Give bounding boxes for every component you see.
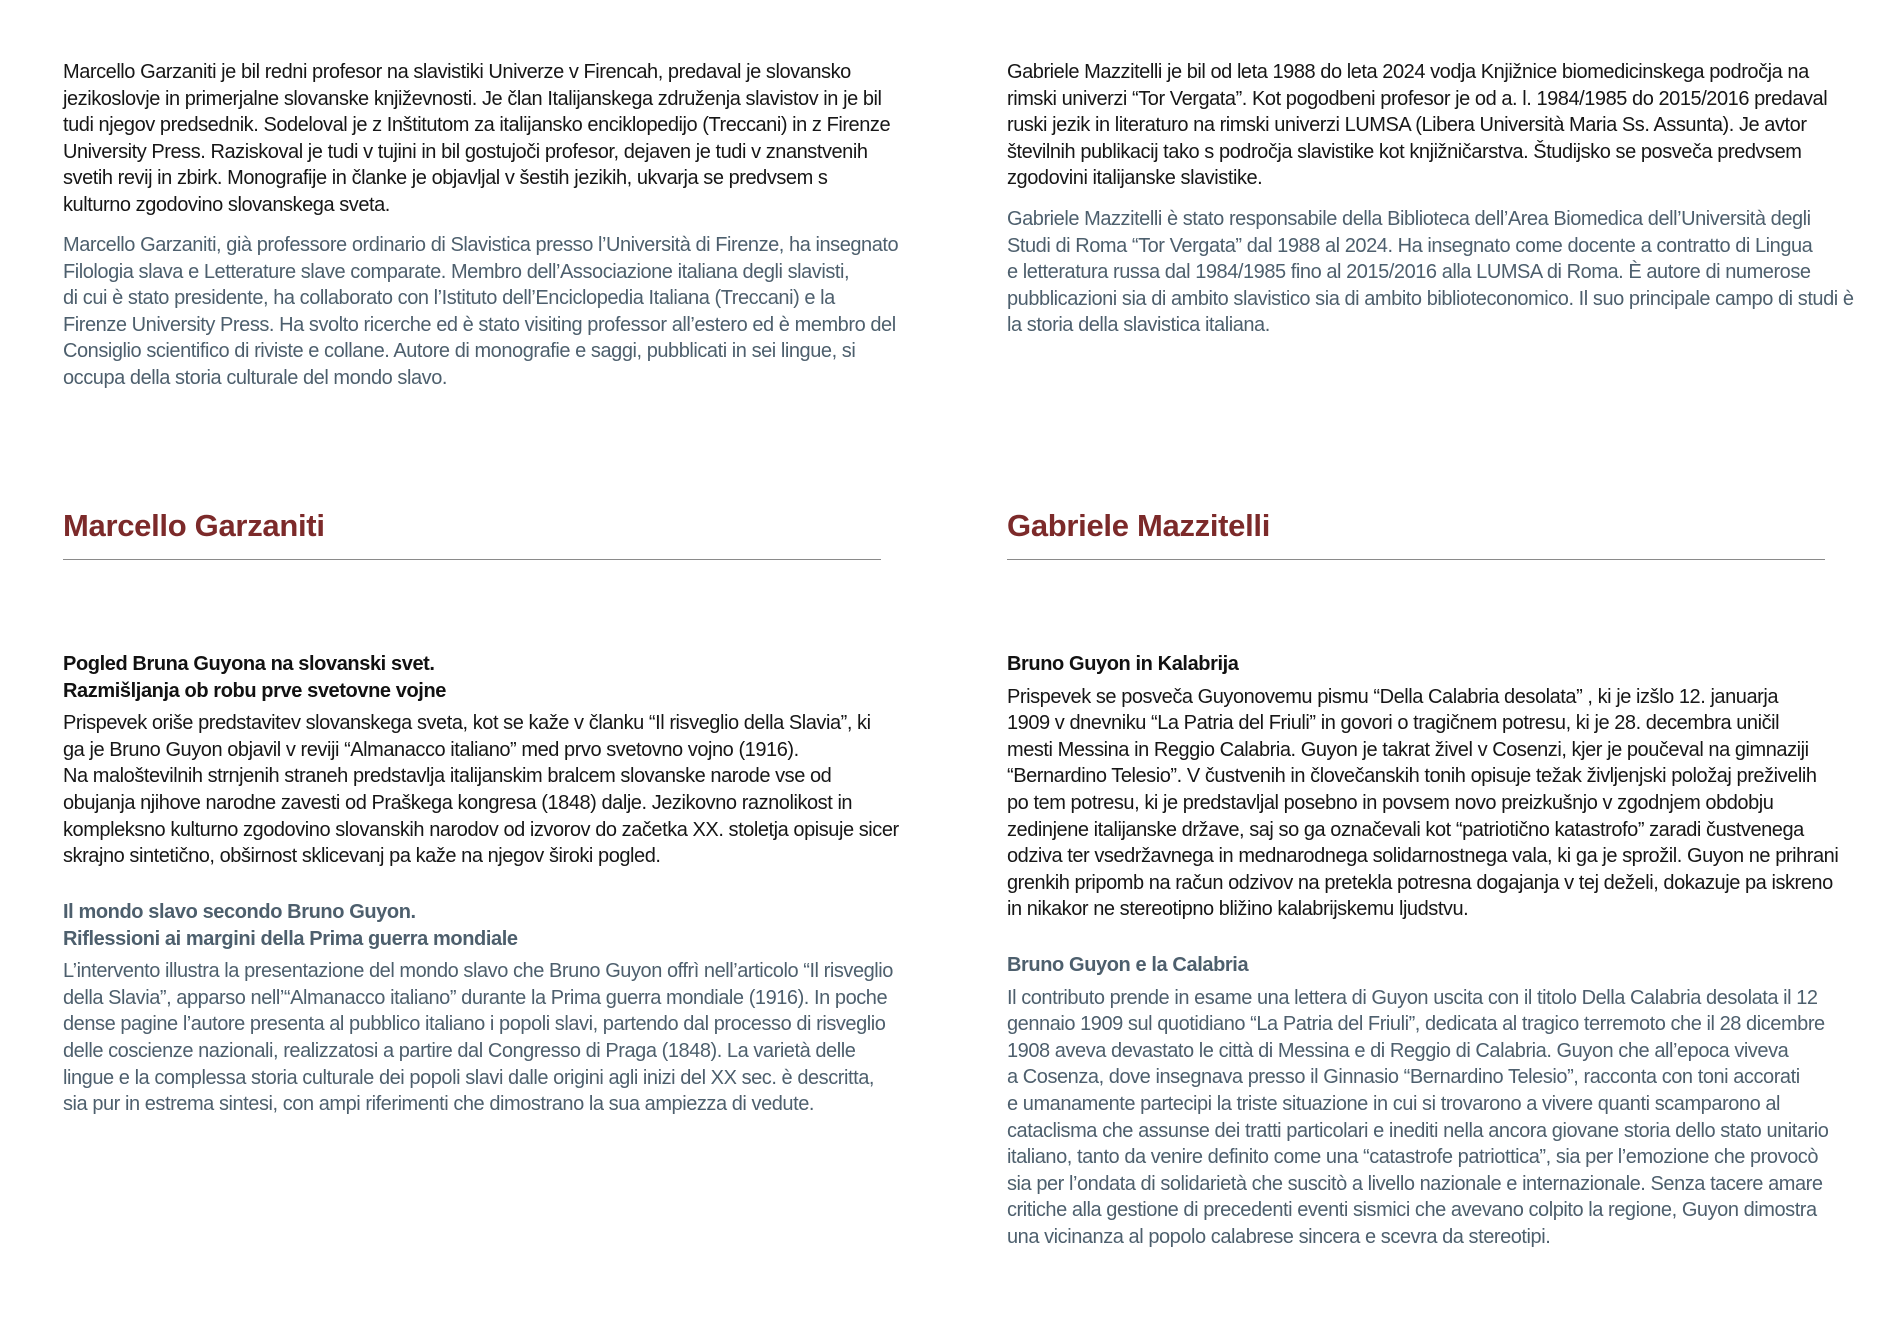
text-line: rimski univerzi “Tor Vergata”. Kot pogodbeni profesor je od a. l. 1984/1985 do 2015/2016 predaval: [1007, 87, 1828, 110]
text-line: gennaio 1909 sul quotidiano “La Patria del Friuli”, dedicata al tragico terremoto che il 28 dicembre: [1007, 1013, 1825, 1036]
abstract-title-line: Bruno Guyon e la Calabria: [1007, 954, 1249, 976]
left-abstract-slovenian: [63, 651, 899, 870]
right-abstract-italian: [1007, 952, 1828, 1251]
text-line: Marcello Garzaniti, già professore ordinario di Slavistica presso l’Università di Firenze, ha insegnato: [63, 234, 899, 256]
text-line: cataclisma che assunse dei tratti particolari e inediti nella ancora giovane storia dello stato unitario: [1007, 1119, 1829, 1142]
text-line: in nikakor ne stereotipno bližino kalabrijskemu ljudstvu.: [1007, 898, 1469, 921]
author-name: Marcello Garzaniti: [63, 508, 325, 543]
author-name: Gabriele Mazzitelli: [1007, 508, 1271, 543]
abstract-title: [63, 651, 899, 704]
text-line: jezikoslovje in primerjalne slovanske književnosti. Je član Italijanskega združenja slavistov in je bil: [63, 87, 882, 110]
abstract-title-line: Razmišljanja ob robu prve svetovne vojne: [63, 679, 447, 702]
abstract-body: [1007, 985, 1828, 1251]
text-line: Studi di Roma “Tor Vergata” dal 1988 al 2024. Ha insegnato come docente a contratto di Lingua: [1007, 234, 1813, 257]
text-line: a Cosenza, dove insegnava presso il Ginnasio “Bernardino Telesio”, racconta con toni accorati: [1007, 1066, 1800, 1089]
text-line: e letteratura russa dal 1984/1985 fino al 2015/2016 alla LUMSA di Roma. È autore di numerose: [1007, 261, 1811, 284]
text-line: grenkih pripomb na račun odzivov na pretekla potresna dogajanja v tej deželi, dokazuje pa iskreno: [1007, 871, 1833, 894]
heading-divider: [1007, 559, 1825, 560]
right-abstract-slovenian: [1007, 651, 1838, 923]
text-line: Il contributo prende in esame una lettera di Guyon uscita con il titolo Della Calabria desolata il 12: [1007, 986, 1818, 1009]
abstract-title-line: Pogled Bruna Guyona na slovanski svet.: [63, 653, 435, 675]
text-line: ruski jezik in literaturo na rimski univerzi LUMSA (Libera Università Maria Ss. Assunta). Je avtor: [1007, 114, 1807, 137]
text-line: italiano, tanto da venire definito come una “catastrofe patriottica”, sia per l’emozione che provocò: [1007, 1146, 1819, 1169]
text-line: mesti Messina in Reggio Calabria. Guyon je takrat živel v Cosenzi, kjer je poučeval na gimnaziji: [1007, 738, 1809, 761]
heading-divider: [63, 559, 881, 560]
left-abstract-italian: [63, 899, 893, 1118]
text-line: ga je Bruno Guyon objavil v reviji “Almanacco italiano” med prvo svetovno vojno (1916).: [63, 738, 799, 761]
left-bio-italian: [63, 232, 898, 392]
text-line: dense pagine l’autore presenta al pubblico italiano i popoli slavi, partendo dal processo di risveglio: [63, 1013, 886, 1036]
text-line: la storia della slavistica italiana.: [1007, 314, 1270, 337]
text-line: skrajno sintetično, obširnost sklicevanj pa kaže na njegov široki pogled.: [63, 845, 661, 868]
right-author-heading: [1007, 506, 1825, 546]
left-bio-slovenian: [63, 59, 890, 219]
text-line: po tem potresu, ki je predstavljal posebno in povsem novo preizkušnjo v zgodnjem obdobju: [1007, 791, 1774, 814]
text-line: odziva ter vsedržavnega in mednarodnega solidarnostnega vala, ki ga je sprožil. Guyon ne prihrani: [1007, 845, 1839, 868]
abstract-title-line: Il mondo slavo secondo Bruno Guyon.: [63, 901, 416, 923]
abstract-body: [63, 710, 899, 870]
text-line: Consiglio scientifico di riviste e collane. Autore di monografie e saggi, pubblicati in sei lingue, si: [63, 340, 856, 363]
text-line: “Bernardino Telesio”. V čustvenih in človečanskih tonih opisuje težak življenjski položaj preživelih: [1007, 765, 1817, 788]
text-line: una vicinanza al popolo calabrese sincera e scevra da stereotipi.: [1007, 1225, 1551, 1248]
text-line: lingue e la complessa storia culturale dei popoli slavi dalle origini agli inizi del XX sec. è descritta,: [63, 1066, 874, 1089]
abstract-body: [1007, 684, 1838, 923]
text-line: Gabriele Mazzitelli è stato responsabile della Biblioteca dell’Area Biomedica dell’Università degli: [1007, 208, 1811, 230]
text-line: e umanamente partecipi la triste situazione in cui si trovarono a vivere quanti scamparono al: [1007, 1092, 1781, 1115]
text-line: Prispevek oriše predstavitev slovanskega sveta, kot se kaže v članku “Il risveglio della Slavia”, ki: [63, 712, 871, 735]
text-line: L’intervento illustra la presentazione del mondo slavo che Bruno Guyon offrì nell’articolo “Il risveglio: [63, 960, 893, 983]
text-line: sia per l’ondata di solidarietà che suscitò a livello nazionale e internazionale. Senza tacere amare: [1007, 1172, 1823, 1195]
abstract-title-line: Bruno Guyon in Kalabrija: [1007, 653, 1239, 675]
text-line: Na maloštevilnih strnjenih straneh predstavlja italijanskim bralcem slovanske narode vse od: [63, 765, 832, 788]
abstract-title: [1007, 952, 1828, 979]
abstract-title-line: Riflessioni ai margini della Prima guerra mondiale: [63, 927, 518, 950]
text-line: tudi njegov predsednik. Sodeloval je z Inštitutom za italijansko enciklopedijo (Treccani) in z Firenze: [63, 114, 891, 137]
text-line: 1909 v dnevniku “La Patria del Friuli” in govori o tragičnem potresu, ki je 28. decembra uničil: [1007, 712, 1780, 735]
text-line: University Press. Raziskoval je tudi v tujini in bil gostujoči profesor, dejaven je tudi v znanstvenih: [63, 140, 868, 163]
text-line: occupa della storia culturale del mondo slavo.: [63, 366, 447, 389]
text-line: sia pur in estrema sintesi, con ampi riferimenti che dimostrano la sua ampiezza di vedute.: [63, 1093, 814, 1116]
text-line: svetih revij in zbirk. Monografije in članke je objavljal v šestih jezikih, ukvarja se predvsem s: [63, 167, 828, 190]
text-line: obujanja njihove narodne zavesti od Praškega kongresa (1848) dalje. Jezikovno raznolikost in: [63, 791, 853, 814]
text-line: critiche alla gestione di precedenti eventi sismici che avevano colpito la regione, Guyon dimostra: [1007, 1199, 1817, 1222]
text-line: Filologia slava e Letterature slave comparate. Membro dell’Associazione italiana degli slavisti,: [63, 260, 850, 283]
text-line: pubblicazioni sia di ambito slavistico sia di ambito biblioteconomico. Il suo principale campo di studi è: [1007, 287, 1854, 310]
right-bio-italian: [1007, 206, 1854, 339]
text-line: številnih publikacij tako s področja slavistike kot knjižničarstva. Študijsko se posveča predvsem: [1007, 140, 1802, 163]
text-line: Prispevek se posveča Guyonovemu pismu “Della Calabria desolata” , ki je izšlo 12. januarja: [1007, 685, 1779, 708]
text-line: zgodovini italijanske slavistike.: [1007, 167, 1263, 190]
text-line: della Slavia”, apparso nell’“Almanacco italiano” durante la Prima guerra mondiale (1916). In poche: [63, 986, 888, 1009]
text-line: 1908 aveva devastato le città di Messina e di Reggio di Calabria. Guyon che all’epoca viveva: [1007, 1039, 1789, 1062]
text-line: Firenze University Press. Ha svolto ricerche ed è stato visiting professor all’estero ed è membro del: [63, 313, 896, 336]
text-line: kompleksno kulturno zgodovino slovanskih narodov od izvorov do začetka XX. stoletja opisuje sicer: [63, 818, 899, 841]
abstract-title: [1007, 651, 1838, 678]
text-line: kulturno zgodovino slovanskega sveta.: [63, 193, 390, 216]
text-line: zedinjene italijanske države, saj so ga označevali kot “patriotično katastrofo” zaradi čustvenega: [1007, 818, 1804, 841]
abstract-title: [63, 899, 893, 952]
text-line: Gabriele Mazzitelli je bil od leta 1988 do leta 2024 vodja Knjižnice biomedicinskega področja na: [1007, 61, 1809, 83]
abstract-body: [63, 958, 893, 1118]
text-line: delle coscienze nazionali, realizzatosi a partire dal Congresso di Praga (1848). La varietà delle: [63, 1039, 856, 1062]
text-line: di cui è stato presidente, ha collaborato con l’Istituto dell’Enciclopedia Italiana (Treccani) e la: [63, 287, 835, 310]
right-bio-slovenian: [1007, 59, 1827, 192]
text-line: Marcello Garzaniti je bil redni profesor na slavistiki Univerze v Firencah, predaval je slovansko: [63, 61, 851, 83]
left-author-heading: [63, 506, 881, 546]
